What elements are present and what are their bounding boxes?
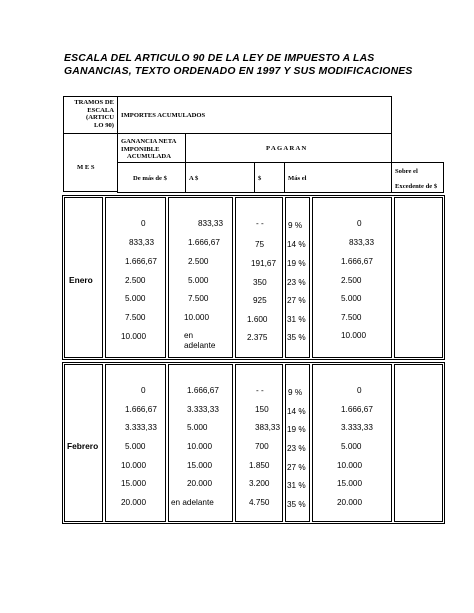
enero-fijo-4: 925 <box>253 296 267 305</box>
enero-a-6: en <box>184 331 194 340</box>
febrero-fijo-5: 3.200 <box>249 479 270 488</box>
enero-exc-4: 5.000 <box>341 294 362 303</box>
enero-a-5: 10.000 <box>184 313 210 322</box>
header-ganancia-line-2: IMPONIBLE <box>121 145 160 153</box>
enero-fijo-3: 350 <box>253 278 267 287</box>
enero-exc-1: 833,33 <box>349 238 375 247</box>
enero-a-4: 7.500 <box>188 294 209 303</box>
febrero-de-1: 1.666,67 <box>125 405 157 414</box>
febrero-exc-2: 3.333,33 <box>341 423 373 432</box>
month-label-febrero: Febrero <box>67 441 99 451</box>
febrero-a-5: 20.000 <box>187 479 213 488</box>
title-line-1: ESCALA DEL ARTICULO 90 DE LA LEY DE IMPUESTO A LAS <box>64 53 375 64</box>
header-ganancia-line-3: ACUMULADA <box>127 153 171 161</box>
enero-pct-2: 19 % <box>287 259 306 268</box>
febrero-pct-2: 19 % <box>287 425 306 434</box>
enero-a-1: 1.666,67 <box>188 238 220 247</box>
enero-de-5: 7.500 <box>125 313 146 322</box>
header-ganancia-cell <box>117 133 186 163</box>
header-pagaran-label: P A G A R A N <box>266 145 307 152</box>
enero-de-0: 0 <box>141 219 146 228</box>
febrero-a-3: 10.000 <box>187 442 213 451</box>
febrero-de-4: 10.000 <box>121 461 147 470</box>
febrero-de-2: 3.333,33 <box>125 423 157 432</box>
header-de-mas-cell <box>117 162 186 193</box>
febrero-fijo-6: 4.750 <box>249 498 270 507</box>
header-mas-el-cell <box>284 162 392 193</box>
febrero-pct-0: 9 % <box>288 388 303 397</box>
header-pesos-label: $ <box>258 175 262 182</box>
header-tramos-line-1: TRAMOS DE <box>74 99 114 106</box>
title-line-2: GANANCIAS, TEXTO ORDENADO EN 1997 Y SUS MODIFICACIONES <box>64 66 413 77</box>
header-pagaran-cell <box>185 133 392 163</box>
enero-fijo-2: 191,67 <box>251 259 277 268</box>
febrero-fijo-1: 150 <box>255 405 269 414</box>
header-tramos-line-4: LO 90) <box>94 121 114 129</box>
enero-pct-6: 35 % <box>287 333 306 342</box>
header-de-mas-label: De más de $ <box>133 175 167 182</box>
febrero-pct-4: 27 % <box>287 463 306 472</box>
enero-exc-2: 1.666,67 <box>341 257 373 266</box>
enero-fijo-5: 1.600 <box>247 315 268 324</box>
febrero-de-0: 0 <box>141 386 146 395</box>
month-label-enero: Enero <box>69 275 93 285</box>
febrero-a-2: 5.000 <box>187 423 208 432</box>
header-sobre-label: Sobre el <box>395 168 418 175</box>
febrero-fijo-0: - - <box>256 386 264 395</box>
enero-de-1: 833,33 <box>129 238 155 247</box>
enero-fijo-0: - - <box>256 219 264 228</box>
enero-pct-3: 23 % <box>287 278 306 287</box>
header-tramos-cell <box>63 96 118 134</box>
febrero-de-6: 20.000 <box>121 498 147 507</box>
header-a-label: A $ <box>189 175 199 182</box>
febrero-de-5: 15.000 <box>121 479 147 488</box>
febrero-a-0: 1.666,67 <box>187 386 219 395</box>
febrero-exc-0: 0 <box>357 386 362 395</box>
febrero-pct-6: 35 % <box>287 500 306 509</box>
febrero-a-6: en adelante <box>171 498 214 507</box>
febrero-fijo-2: 383,33 <box>255 423 281 432</box>
enero-pct-5: 31 % <box>287 315 306 324</box>
header-mes-cell <box>63 133 118 192</box>
enero-de-4: 5.000 <box>125 294 146 303</box>
enero-fijo-6: 2.375 <box>247 333 268 342</box>
febrero-de-3: 5.000 <box>125 442 146 451</box>
enero-de-6: 10.000 <box>121 332 147 341</box>
header-sobre-cell <box>391 162 444 193</box>
febrero-fijo-3: 700 <box>255 442 269 451</box>
enero-exc-5: 7.500 <box>341 313 362 322</box>
header-pesos-cell <box>254 162 285 193</box>
febrero-pct-1: 14 % <box>287 407 306 416</box>
febrero-blank-cell <box>394 364 443 522</box>
enero-blank-cell <box>394 197 443 358</box>
header-a-cell <box>185 162 255 193</box>
header-tramos-line-3: (ARTICU <box>86 114 114 122</box>
febrero-pct-3: 23 % <box>287 444 306 453</box>
febrero-a-4: 15.000 <box>187 461 213 470</box>
header-ganancia-line-1: GANANCIA NETA <box>121 138 177 145</box>
header-importes-label: IMPORTES ACUMULADOS <box>121 112 206 119</box>
header-importes-cell <box>117 96 392 134</box>
febrero-exc-1: 1.666,67 <box>341 405 373 414</box>
header-excedente-label: Excedente de $ <box>395 183 438 190</box>
header-tramos-line-2: ESCALA <box>87 106 114 114</box>
document-title <box>64 52 416 78</box>
febrero-exc-4: 10.000 <box>337 461 363 470</box>
enero-pct-1: 14 % <box>287 240 306 249</box>
enero-exc-3: 2.500 <box>341 276 362 285</box>
enero-exc-0: 0 <box>357 219 362 228</box>
enero-a-2: 2.500 <box>188 257 209 266</box>
enero-fijo-1: 75 <box>255 240 265 249</box>
enero-pct-4: 27 % <box>287 296 306 305</box>
enero-de-2: 1.666,67 <box>125 257 157 266</box>
enero-a-0: 833,33 <box>198 219 224 228</box>
header-mas-el-label: Más el <box>288 175 307 182</box>
header-mes-label: M E S <box>77 164 95 171</box>
febrero-pct-5: 31 % <box>287 481 306 490</box>
febrero-a-1: 3.333,33 <box>187 405 219 414</box>
febrero-exc-5: 15.000 <box>337 479 363 488</box>
febrero-exc-6: 20.000 <box>337 498 363 507</box>
enero-a-3: 5.000 <box>188 276 209 285</box>
enero-de-3: 2.500 <box>125 276 146 285</box>
febrero-exc-3: 5.000 <box>341 442 362 451</box>
febrero-fijo-4: 1.850 <box>249 461 270 470</box>
enero-pct-0: 9 % <box>288 221 303 230</box>
enero-exc-6: 10.000 <box>341 331 367 340</box>
enero-a-6b: adelante <box>184 341 216 350</box>
